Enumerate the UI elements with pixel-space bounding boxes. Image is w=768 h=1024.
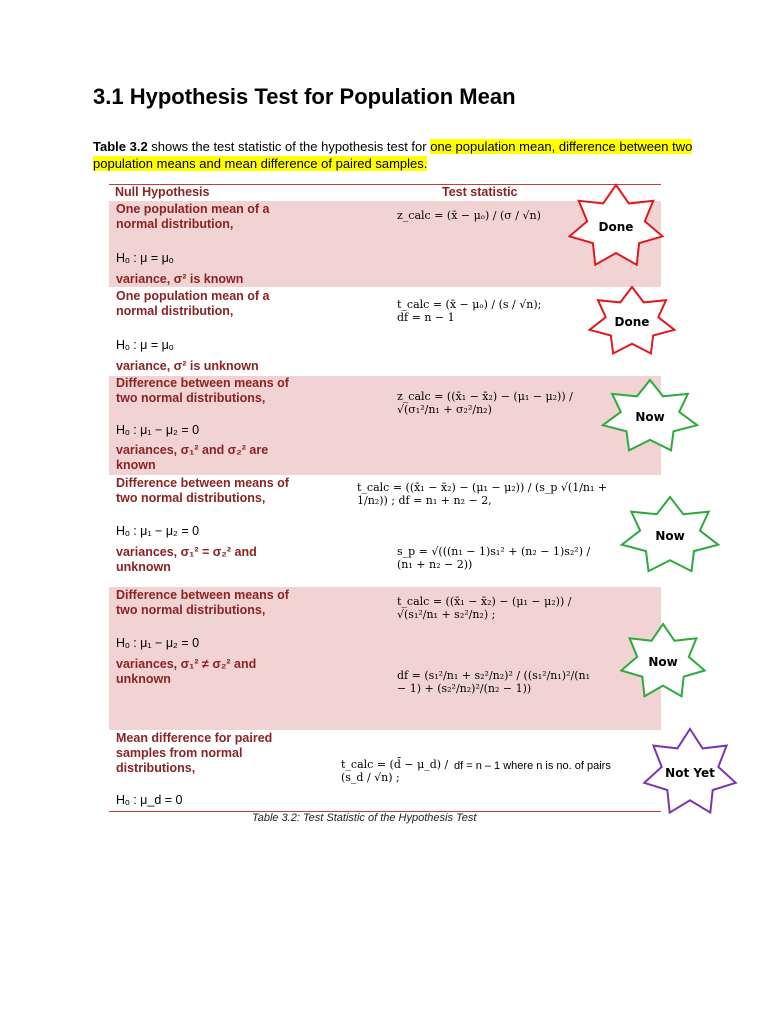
table-row-4	[109, 475, 661, 587]
row-3-null-hypothesis: Hₒ : μ₁ − μ₂ = 0	[116, 423, 200, 437]
row-3-condition: variances, σ₁² and σ₂² are known	[116, 443, 269, 472]
row-4-description: Difference between means of two normal distributions,	[116, 476, 289, 505]
table-row-2	[109, 288, 661, 376]
row-6-formula: t_calc = (d̄ − μ_d) / (s_d / √n) ;	[341, 758, 449, 784]
status-badge-now-2	[618, 495, 722, 577]
badge-label: Done	[614, 315, 650, 329]
row-2-condition: variance, σ² is unknown	[116, 359, 259, 373]
row-6-formula-df: df = n – 1 where n is no. of pairs	[454, 760, 611, 772]
badge-label: Now	[648, 655, 678, 669]
row-6-null-hypothesis: Hₒ : μ_d = 0	[116, 793, 183, 807]
table-caption: Table 3.2: Test Statistic of the Hypothesis Test	[252, 812, 477, 824]
badge-label: Done	[598, 220, 634, 234]
status-badge-now-1	[599, 378, 701, 456]
row-2-description: One population mean of a normal distribution,	[116, 289, 270, 318]
row-1-formula: z_calc = (x̄ − μₒ) / (σ / √n)	[397, 209, 541, 222]
table-row-5	[109, 587, 661, 730]
status-badge-done-2	[586, 285, 678, 359]
badge-label: Now	[655, 529, 685, 543]
row-1-null-hypothesis: Hₒ : μ = μₒ	[116, 251, 174, 265]
table-row-3	[109, 376, 661, 475]
row-3-description: Difference between means of two normal distributions,	[116, 376, 289, 405]
row-2-null-hypothesis: Hₒ : μ = μₒ	[116, 338, 174, 352]
row-5-condition: variances, σ₁² ≠ σ₂² and unknown	[116, 657, 257, 686]
row-1-condition: variance, σ² is known	[116, 272, 244, 286]
row-4-null-hypothesis: Hₒ : μ₁ − μ₂ = 0	[116, 524, 200, 538]
intro-text: shows the test statistic of the hypothesis test for	[147, 139, 431, 154]
intro-paragraph	[93, 138, 693, 172]
row-3-formula: z_calc = ((x̄₁ − x̄₂) − (μ₁ − μ₂)) / √(σ₁²/n₁ + σ₂²/n₂)	[397, 390, 573, 416]
row-4-formula: t_calc = ((x̄₁ − x̄₂) − (μ₁ − μ₂)) / (s_p √(1/n₁ + 1/n₂)) ; df = n₁ + n₂ − 2,	[357, 481, 608, 507]
status-badge-not-yet	[641, 727, 739, 819]
row-5-null-hypothesis: Hₒ : μ₁ − μ₂ = 0	[116, 636, 200, 650]
row-6-description: Mean difference for paired samples from normal distributions,	[116, 731, 273, 775]
row-5-formula: t_calc = ((x̄₁ − x̄₂) − (μ₁ − μ₂)) / √(s₁²/n₁ + s₂²/n₂) ;	[397, 595, 572, 621]
row-4-condition: variances, σ₁² = σ₂² and unknown	[116, 545, 257, 574]
badge-label: Now	[635, 410, 665, 424]
row-5-formula-df: df = (s₁²/n₁ + s₂²/n₂)² / ((s₁²/n₁)²/(n₁ − 1) + (s₂²/n₂)²/(n₂ − 1))	[397, 669, 590, 695]
row-4-formula-pooled: s_p = √(((n₁ − 1)s₁² + (n₂ − 1)s₂²) / (n₁ + n₂ − 2))	[397, 545, 591, 571]
table-row-6	[109, 730, 661, 812]
row-2-formula: t_calc = (x̄ − μₒ) / (s / √n); df = n − 1	[397, 298, 542, 324]
row-1-description: One population mean of a normal distribution,	[116, 202, 270, 231]
status-badge-done-1	[566, 183, 666, 271]
header-test-statistic: Test statistic	[442, 185, 518, 199]
table-reference: Table 3.2	[93, 139, 148, 154]
intro-highlight: one population mean, difference between two population means and mean difference of paired samples.	[93, 139, 693, 171]
row-5-description: Difference between means of two normal distributions,	[116, 588, 289, 617]
badge-label: Not Yet	[665, 766, 715, 780]
header-null-hypothesis: Null Hypothesis	[115, 185, 210, 199]
status-badge-now-3	[618, 622, 708, 702]
page-title: 3.1 Hypothesis Test for Population Mean	[93, 84, 516, 109]
